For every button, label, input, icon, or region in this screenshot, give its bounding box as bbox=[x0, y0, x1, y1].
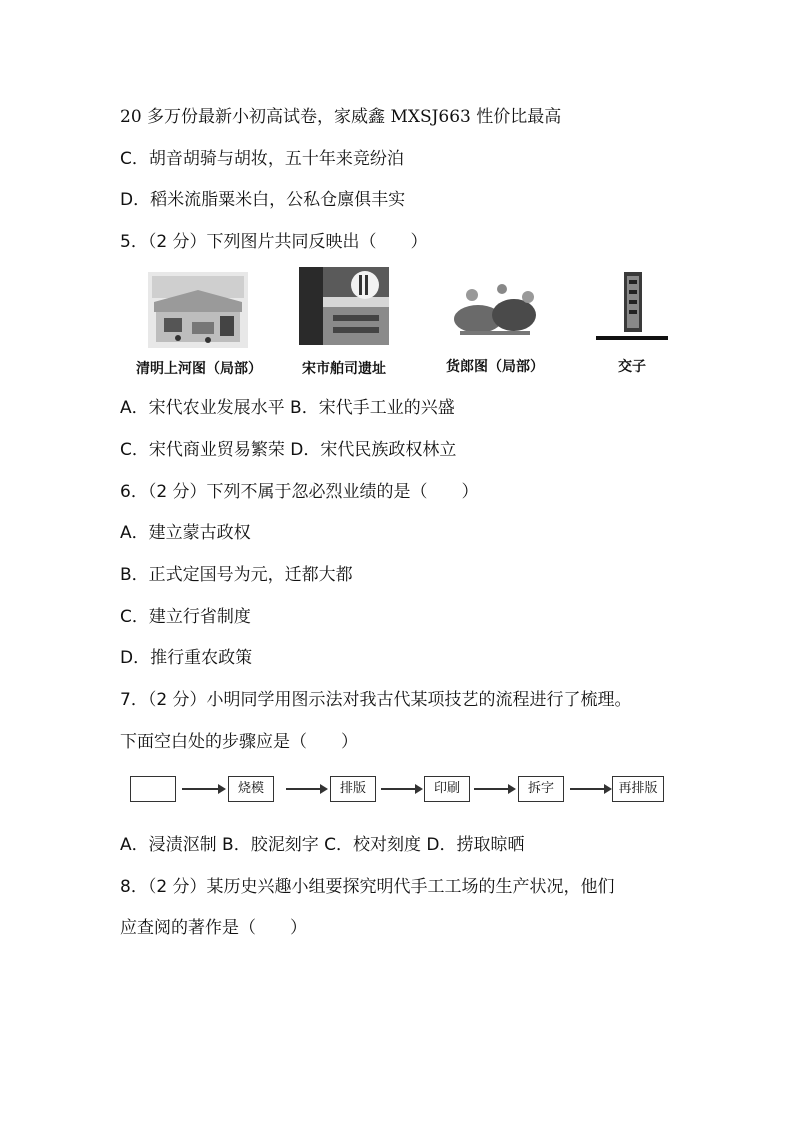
flow-step-3: 排版 bbox=[330, 776, 376, 802]
flow-step-2: 烧模 bbox=[228, 776, 274, 802]
q7-options: A．浸渍沤制 B．胶泥刻字 C．校对刻度 D．捞取晾晒 bbox=[120, 835, 525, 855]
q8-stem-line1: 8．（2 分）某历史兴趣小组要探究明代手工工场的生产状况，他们 bbox=[120, 877, 615, 897]
q4-option-d: D．稻米流脂粟米白，公私仓廪俱丰实 bbox=[120, 190, 406, 210]
q7-stem-line1: 7．（2 分）小明同学用图示法对我古代某项技艺的流程进行了梳理。 bbox=[120, 690, 632, 710]
header-line: 20 多万份最新小初高试卷，家威鑫 MXSJ663 性价比最高 bbox=[120, 107, 562, 127]
q6-option-c: C．建立行省制度 bbox=[120, 607, 251, 627]
flow-arrow-icon bbox=[474, 788, 510, 790]
q6-option-a: A．建立蒙古政权 bbox=[120, 523, 251, 543]
q6-stem: 6．（2 分）下列不属于忽必烈业绩的是（ ） bbox=[120, 482, 479, 502]
flow-step-5: 拆字 bbox=[518, 776, 564, 802]
jiaozi-banknote-image bbox=[594, 270, 670, 344]
q6-option-b: B．正式定国号为元，迁都大都 bbox=[120, 565, 353, 585]
caption-qingming: 清明上河图（局部） bbox=[136, 361, 262, 377]
flow-step-6: 再排版 bbox=[612, 776, 664, 802]
caption-jiaozi: 交子 bbox=[618, 359, 646, 375]
caption-peddler: 货郎图（局部） bbox=[446, 359, 544, 375]
qingming-painting-image bbox=[148, 272, 248, 348]
q8-stem-line2: 应查阅的著作是（ ） bbox=[120, 918, 307, 938]
q4-option-c: C．胡音胡骑与胡妆，五十年来竞纷泊 bbox=[120, 149, 404, 169]
q5-options-ab: A．宋代农业发展水平 B．宋代手工业的兴盛 bbox=[120, 398, 455, 418]
q5-stem: 5．（2 分）下列图片共同反映出（ ） bbox=[120, 232, 428, 252]
flow-arrow-icon bbox=[570, 788, 606, 790]
song-trade-office-ruins-image bbox=[299, 267, 389, 345]
flow-step-4: 印刷 bbox=[424, 776, 470, 802]
flow-arrow-icon bbox=[381, 788, 417, 790]
q5-options-cd: C．宋代商业贸易繁荣 D．宋代民族政权林立 bbox=[120, 440, 457, 460]
flow-step-blank bbox=[130, 776, 176, 802]
peddler-painting-image bbox=[450, 275, 542, 345]
caption-trade-office: 宋市舶司遗址 bbox=[302, 361, 386, 377]
q6-option-d: D．推行重农政策 bbox=[120, 648, 253, 668]
q7-stem-line2: 下面空白处的步骤应是（ ） bbox=[120, 732, 358, 752]
flow-arrow-icon bbox=[182, 788, 220, 790]
flow-arrow-icon bbox=[286, 788, 322, 790]
